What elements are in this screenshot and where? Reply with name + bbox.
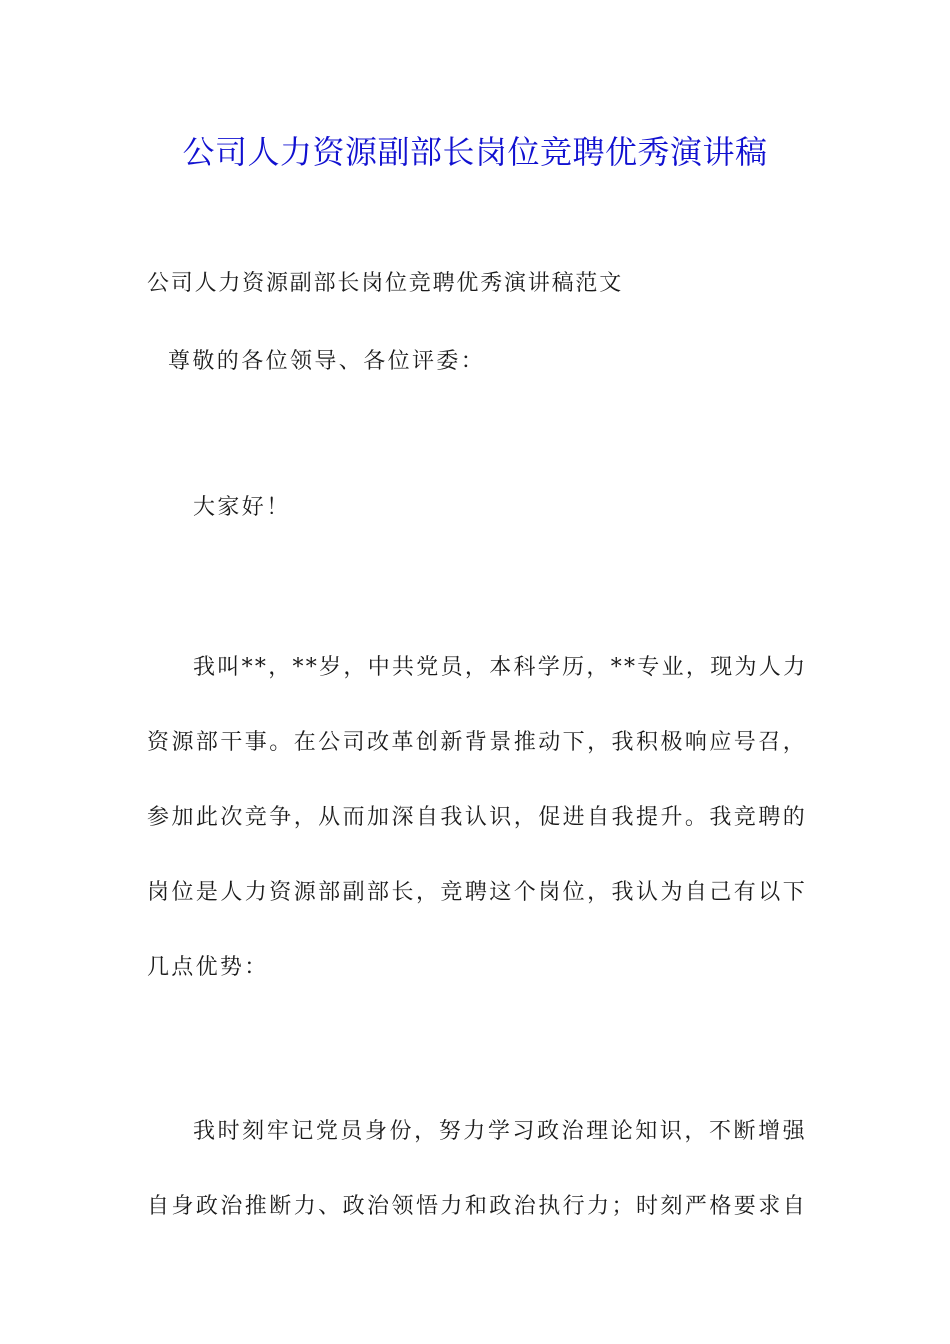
paragraph-line: 我叫**，**岁，中共党员，本科学历，**专业，现为人力 [193,655,808,680]
paragraph-line: 岗位是人力资源部副部长，竞聘这个岗位，我认为自己有以下 [147,880,807,905]
paragraph-line: 自身政治推断力、政治领悟力和政治执行力；时刻严格要求自 [147,1194,807,1219]
salutation: 尊敬的各位领导、各位评委： [168,349,486,374]
opening-greeting: 大家好！ [193,495,291,520]
paragraph-introduction [147,630,807,1005]
paragraph-line: 资源部干事。在公司改革创新背景推动下，我积极响应号召， [147,730,807,755]
paragraph-party-member [147,1094,807,1244]
paragraph-line: 几点优势： [147,955,269,980]
paragraph-line: 我时刻牢记党员身份，努力学习政治理论知识，不断增强 [193,1119,807,1144]
document-title: 公司人力资源副部长岗位竞聘优秀演讲稿 [182,133,768,171]
document-subtitle: 公司人力资源副部长岗位竞聘优秀演讲稿范文 [147,271,624,296]
paragraph-line: 参加此次竞争，从而加深自我认识，促进自我提升。我竞聘的 [147,805,807,830]
